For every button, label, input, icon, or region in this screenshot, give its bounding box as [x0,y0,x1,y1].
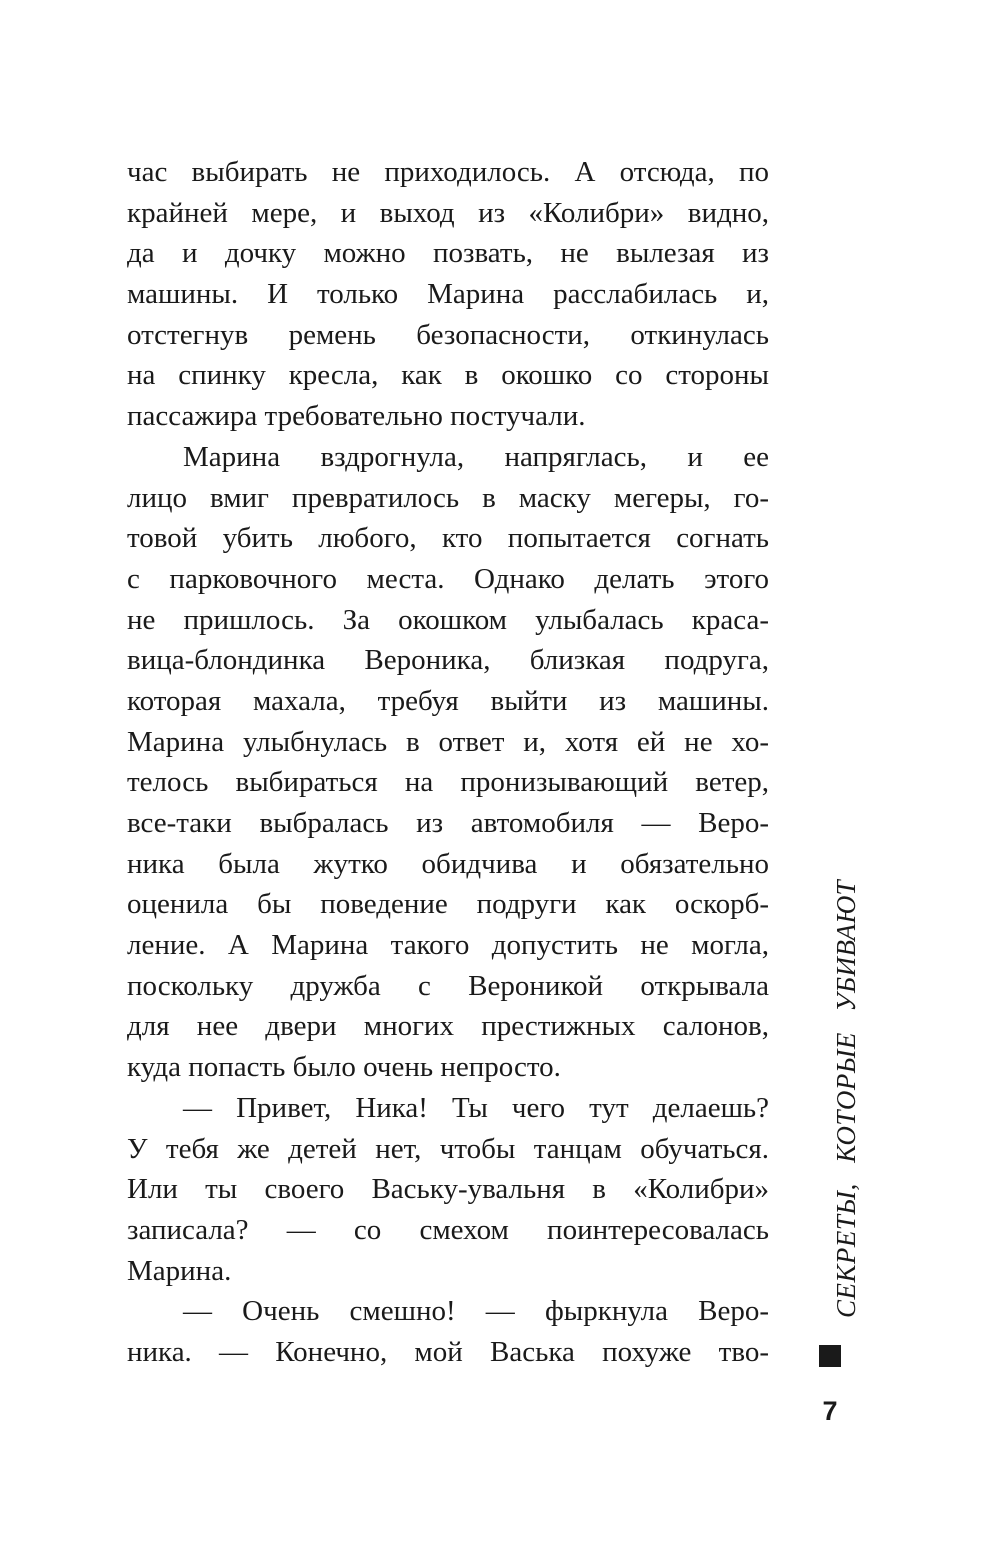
text-line: на спинку кресла, как в окошко со стороны [127,359,769,392]
running-title: СЕКРЕТЫ, КОТОРЫЕ УБИВАЮТ [831,880,861,1318]
text-line: час выбирать не приходилось. А отсюда, по [127,156,769,188]
text-line: для нее двери многих престижных салонов, [127,1010,769,1043]
text-line: все-таки выбралась из автомобиля — Веро- [127,807,769,839]
text-line: Марина. [127,1254,232,1287]
text-line: товой убить любого, кто попытается согнать [127,522,769,555]
text-line: оценила бы поведение подруги как оскорб- [127,888,769,921]
body-text [127,152,769,1373]
text-line: вица-блондинка Вероника, близкая подруга, [127,644,769,677]
text-line: с парковочного места. Однако делать этого [127,562,769,595]
text-line: которая махала, требуя выйти из машины. [127,684,769,717]
text-line: ление. А Марина такого допустить не могла, [127,929,769,962]
text-line: отстегнув ремень безопасности, откинулась [127,318,769,351]
text-line: — Очень смешно! — фыркнула Веро- [183,1295,769,1328]
text-line: У тебя же детей нет, чтобы танцам обучаться. [127,1132,769,1165]
section-marker-icon [819,1345,841,1367]
text-line: ника. — Конечно, мой Васька похуже тво- [127,1335,769,1368]
text-line: не пришлось. За окошком улыбалась краса- [127,603,769,636]
text-line: пассажира требовательно постучали. [127,400,586,433]
text-line: Марина вздрогнула, напряглась, и ее [183,440,769,473]
text-line: машины. И только Марина расслабилась и, [127,278,769,311]
page-number: 7 [822,1396,838,1426]
text-line: Или ты своего Ваську-увальня в «Колибри» [127,1173,769,1206]
text-line: ника была жутко обидчива и обязательно [127,847,769,880]
text-line: поскольку дружба с Вероникой открывала [127,969,769,1002]
text-line: да и дочку можно позвать, не вылезая из [127,237,769,270]
text-line: Марина улыбнулась в ответ и, хотя ей не хо- [127,725,769,758]
text-line: — Привет, Ника! Ты чего тут делаешь? [183,1091,769,1124]
text-line: записала? — со смехом поинтересовалась [127,1213,769,1246]
text-line: куда попасть было очень непросто. [127,1051,561,1084]
text-line: крайней мере, и выход из «Колибри» видно, [127,196,769,229]
text-line: лицо вмиг превратилось в маску мегеры, го- [127,481,769,514]
text-line: телось выбираться на пронизывающий ветер, [127,766,769,799]
